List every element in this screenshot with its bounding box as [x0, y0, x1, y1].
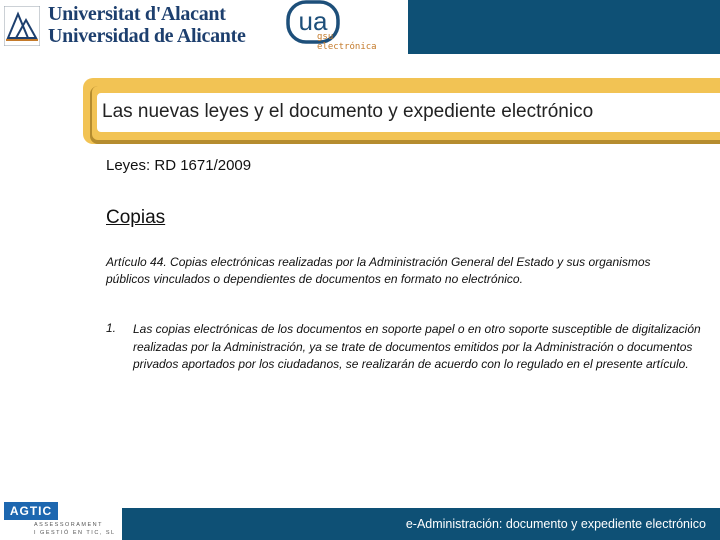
- university-name-valencian: Universitat d'Alacant: [48, 3, 226, 25]
- agtic-logo: AGTIC: [4, 502, 58, 520]
- header-band: [408, 0, 720, 54]
- university-name-spanish: Universidad de Alicante: [48, 25, 246, 47]
- university-header: [0, 0, 258, 54]
- ua-logo-subtitle-2: electrónica: [317, 42, 377, 52]
- law-reference: Leyes: RD 1671/2009: [106, 157, 252, 174]
- list-item-text: Las copias electrónicas de los documentos en soporte papel o en otro soporte susceptible de digitalización realizadas por la Administración, ya se trate de documentos emitidos por la Administración o documentos privados aportados por los ciudadanos, se realizarán de acuerdo con lo regulado en el presente artículo.: [133, 322, 701, 371]
- agtic-subtitle-2: I GESTIÓ EN TIC, SL: [34, 530, 116, 536]
- university-shield-icon: [4, 6, 40, 46]
- article-text: Artículo 44. Copias electrónicas realizadas por la Administración General del Estado y sus organismos públicos vinculados o dependientes de documentos en formato no electrónico.: [106, 255, 651, 286]
- footer-band: [122, 508, 720, 540]
- agtic-subtitle-1: ASSESSORAMENT: [34, 522, 104, 528]
- list-item-number: 1.: [106, 321, 117, 335]
- footer-text: e-Administración: documento y expediente electrónico: [405, 517, 706, 531]
- ua-logo-subtitle-1: gsu: [317, 32, 334, 42]
- section-heading: Copias: [106, 207, 166, 228]
- slide-title: Las nuevas leyes y el documento y expediente electrónico: [102, 101, 594, 122]
- ua-logo-text: ua: [298, 6, 328, 36]
